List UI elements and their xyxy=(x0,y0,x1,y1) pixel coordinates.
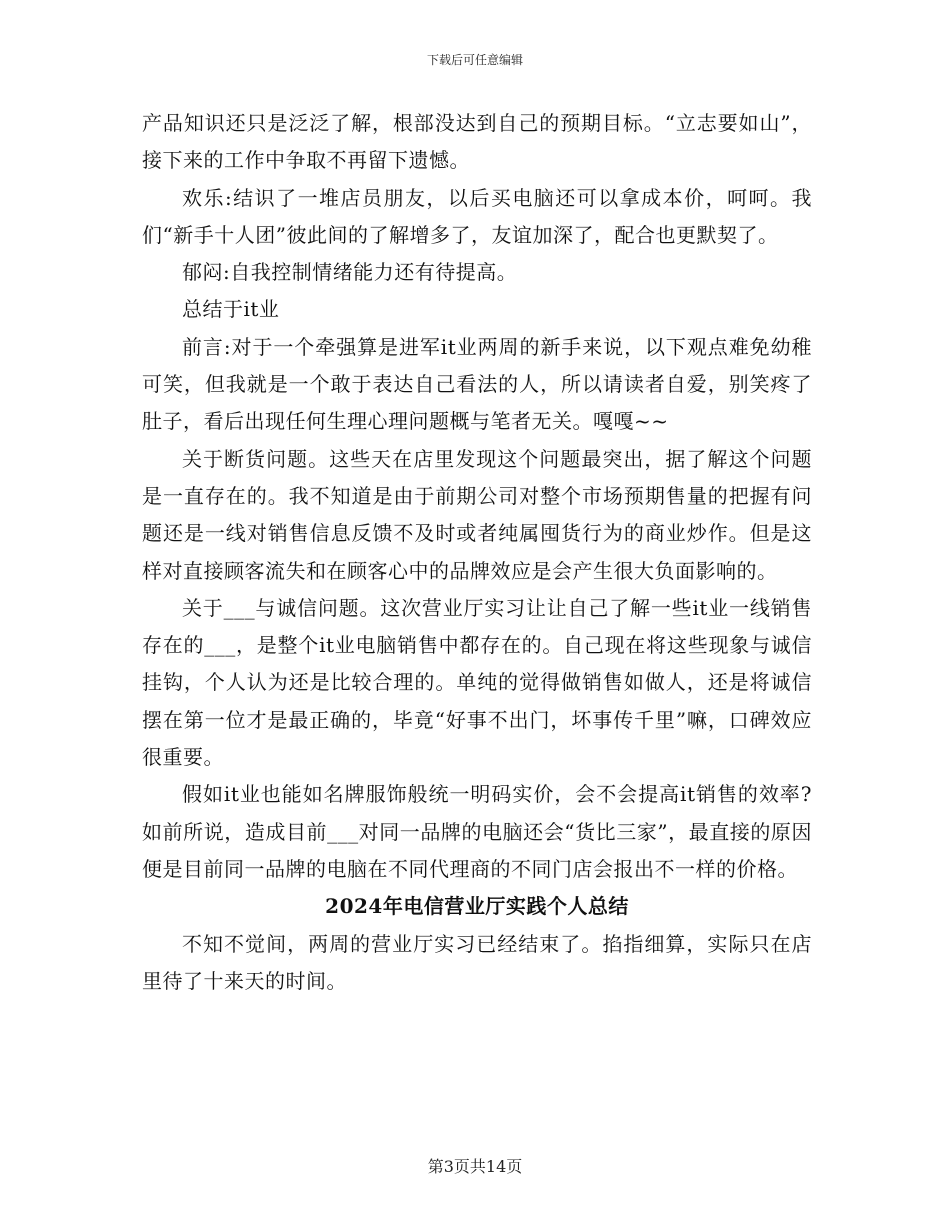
paragraph-depressed: 郁闷:自我控制情绪能力还有待提高。 xyxy=(182,260,518,285)
document-body xyxy=(142,105,812,1000)
page-footer: 第3页共14页 xyxy=(427,1157,523,1176)
paragraph-pricing: 假如it业也能如名牌服饰般统一明码实价，会不会提高it销售的效率?如前所说，造成目前___对同一品牌的电脑还会“货比三家”，最直接的原因便是目前同一品牌的电脑在不同代理商的不同门店会报出不一样的价格。 xyxy=(142,782,812,881)
paragraph-joy: 欢乐:结识了一堆店员朋友，以后买电脑还可以拿成本价，呵呵。我们“新手十人团”彼此间的了解增多了，友谊加深了，配合也更默契了。 xyxy=(142,185,812,247)
paragraph-intro: 不知不觉间，两周的营业厅实习已经结束了。掐指细算，实际只在店里待了十来天的时间。 xyxy=(142,931,812,993)
paragraph-continuation: 产品知识还只是泛泛了解，根部没达到自己的预期目标。“立志要如山”，接下来的工作中争取不再留下遗憾。 xyxy=(142,111,812,173)
paragraph-preface: 前言:对于一个牵强算是进军it业两周的新手来说，以下观点难免幼稚可笑，但我就是一个敢于表达自己看法的人，所以请读者自爱，别笑疼了肚子，看后出现任何生理心理问题概与笔者无关。嘎嘎~~ xyxy=(142,334,812,434)
paragraph-it-summary-heading: 总结于it业 xyxy=(182,297,280,322)
paragraph-out-of-stock: 关于断货问题。这些天在店里发现这个问题最突出，据了解这个问题是一直存在的。我不知道是由于前期公司对整个市场预期售量的把握有问题还是一线对销售信息反馈不及时或者纯属囤货行为的商业炒作。但是这样对直接顾客流失和在顾客心中的品牌效应是会产生很大负面影响的。 xyxy=(142,446,812,583)
section-title: 2024年电信营业厅实践个人总结 xyxy=(325,894,629,919)
page-header: 下载后可任意编辑 xyxy=(426,53,523,67)
paragraph-integrity: 关于___与诚信问题。这次营业厅实习让让自己了解一些it业一线销售存在的___，是整个it业电脑销售中都存在的。自己现在将这些现象与诚信挂钩，个人认为还是比较合理的。单纯的觉得做销售如做人，还是将诚信摆在第一位才是最正确的，毕竟“好事不出门，坏事传千里”嘛，口碑效应很重要。 xyxy=(142,595,812,770)
